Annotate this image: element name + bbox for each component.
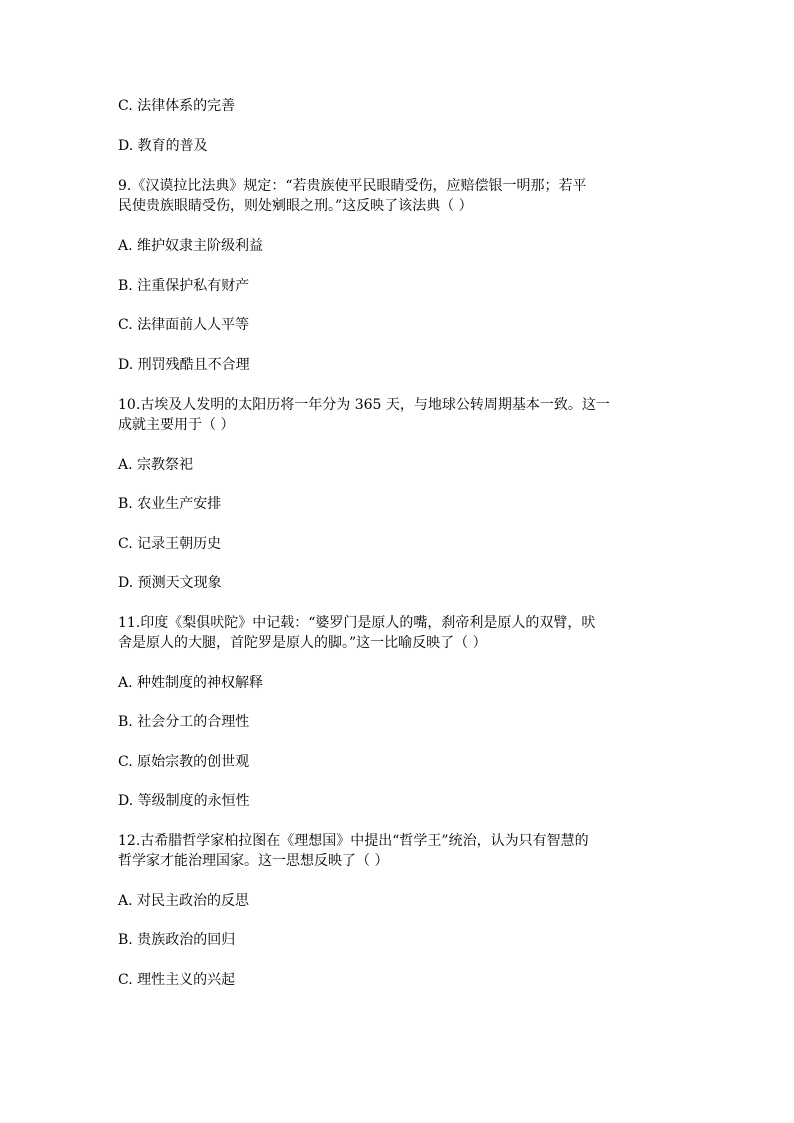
option-12b: B. 贵族政治的回归 — [118, 932, 236, 948]
question-11-line-1: 11.印度《梨俱吠陀》中记载：“婆罗门是原人的嘴，刹帝利是原人的双臂，吠 — [118, 615, 596, 631]
option-9d: D. 刑罚残酷且不合理 — [118, 357, 250, 373]
option-8d: D. 教育的普及 — [118, 138, 208, 154]
option-9a: A. 维护奴隶主阶级利益 — [118, 238, 264, 254]
option-11a: A. 种姓制度的神权解释 — [118, 675, 264, 691]
question-12-line-1: 12.古希腊哲学家柏拉图在《理想国》中提出“哲学王”统治，认为只有智慧的 — [118, 833, 589, 849]
option-10d: D. 预测天文现象 — [118, 575, 222, 591]
question-12-line-2: 哲学家才能治理国家。这一思想反映了（ ） — [118, 853, 389, 869]
question-11-line-2: 舍是原人的大腿，首陀罗是原人的脚。”这一比喻反映了（ ） — [118, 635, 487, 651]
option-9c: C. 法律面前人人平等 — [118, 317, 250, 333]
option-10a: A. 宗教祭祀 — [118, 457, 194, 473]
question-10-line-2: 成就主要用于（ ） — [118, 417, 235, 433]
question-9-line-2: 民使贵族眼睛受伤，则处剜眼之刑。”这反映了该法典（ ） — [118, 198, 473, 214]
option-11b: B. 社会分工的合理性 — [118, 714, 250, 730]
option-8c: C. 法律体系的完善 — [118, 98, 236, 114]
option-11c: C. 原始宗教的创世观 — [118, 754, 250, 770]
option-10c: C. 记录王朝历史 — [118, 536, 222, 552]
option-12c: C. 理性主义的兴起 — [118, 972, 236, 988]
option-9b: B. 注重保护私有财产 — [118, 278, 250, 294]
question-10-line-1: 10.古埃及人发明的太阳历将一年分为 365 天，与地球公转周期基本一致。这一 — [118, 397, 610, 413]
option-11d: D. 等级制度的永恒性 — [118, 793, 250, 809]
question-9-line-1: 9.《汉谟拉比法典》规定：“若贵族使平民眼睛受伤，应赔偿银一明那；若平 — [118, 178, 587, 194]
option-10b: B. 农业生产安排 — [118, 496, 222, 512]
option-12a: A. 对民主政治的反思 — [118, 893, 250, 909]
